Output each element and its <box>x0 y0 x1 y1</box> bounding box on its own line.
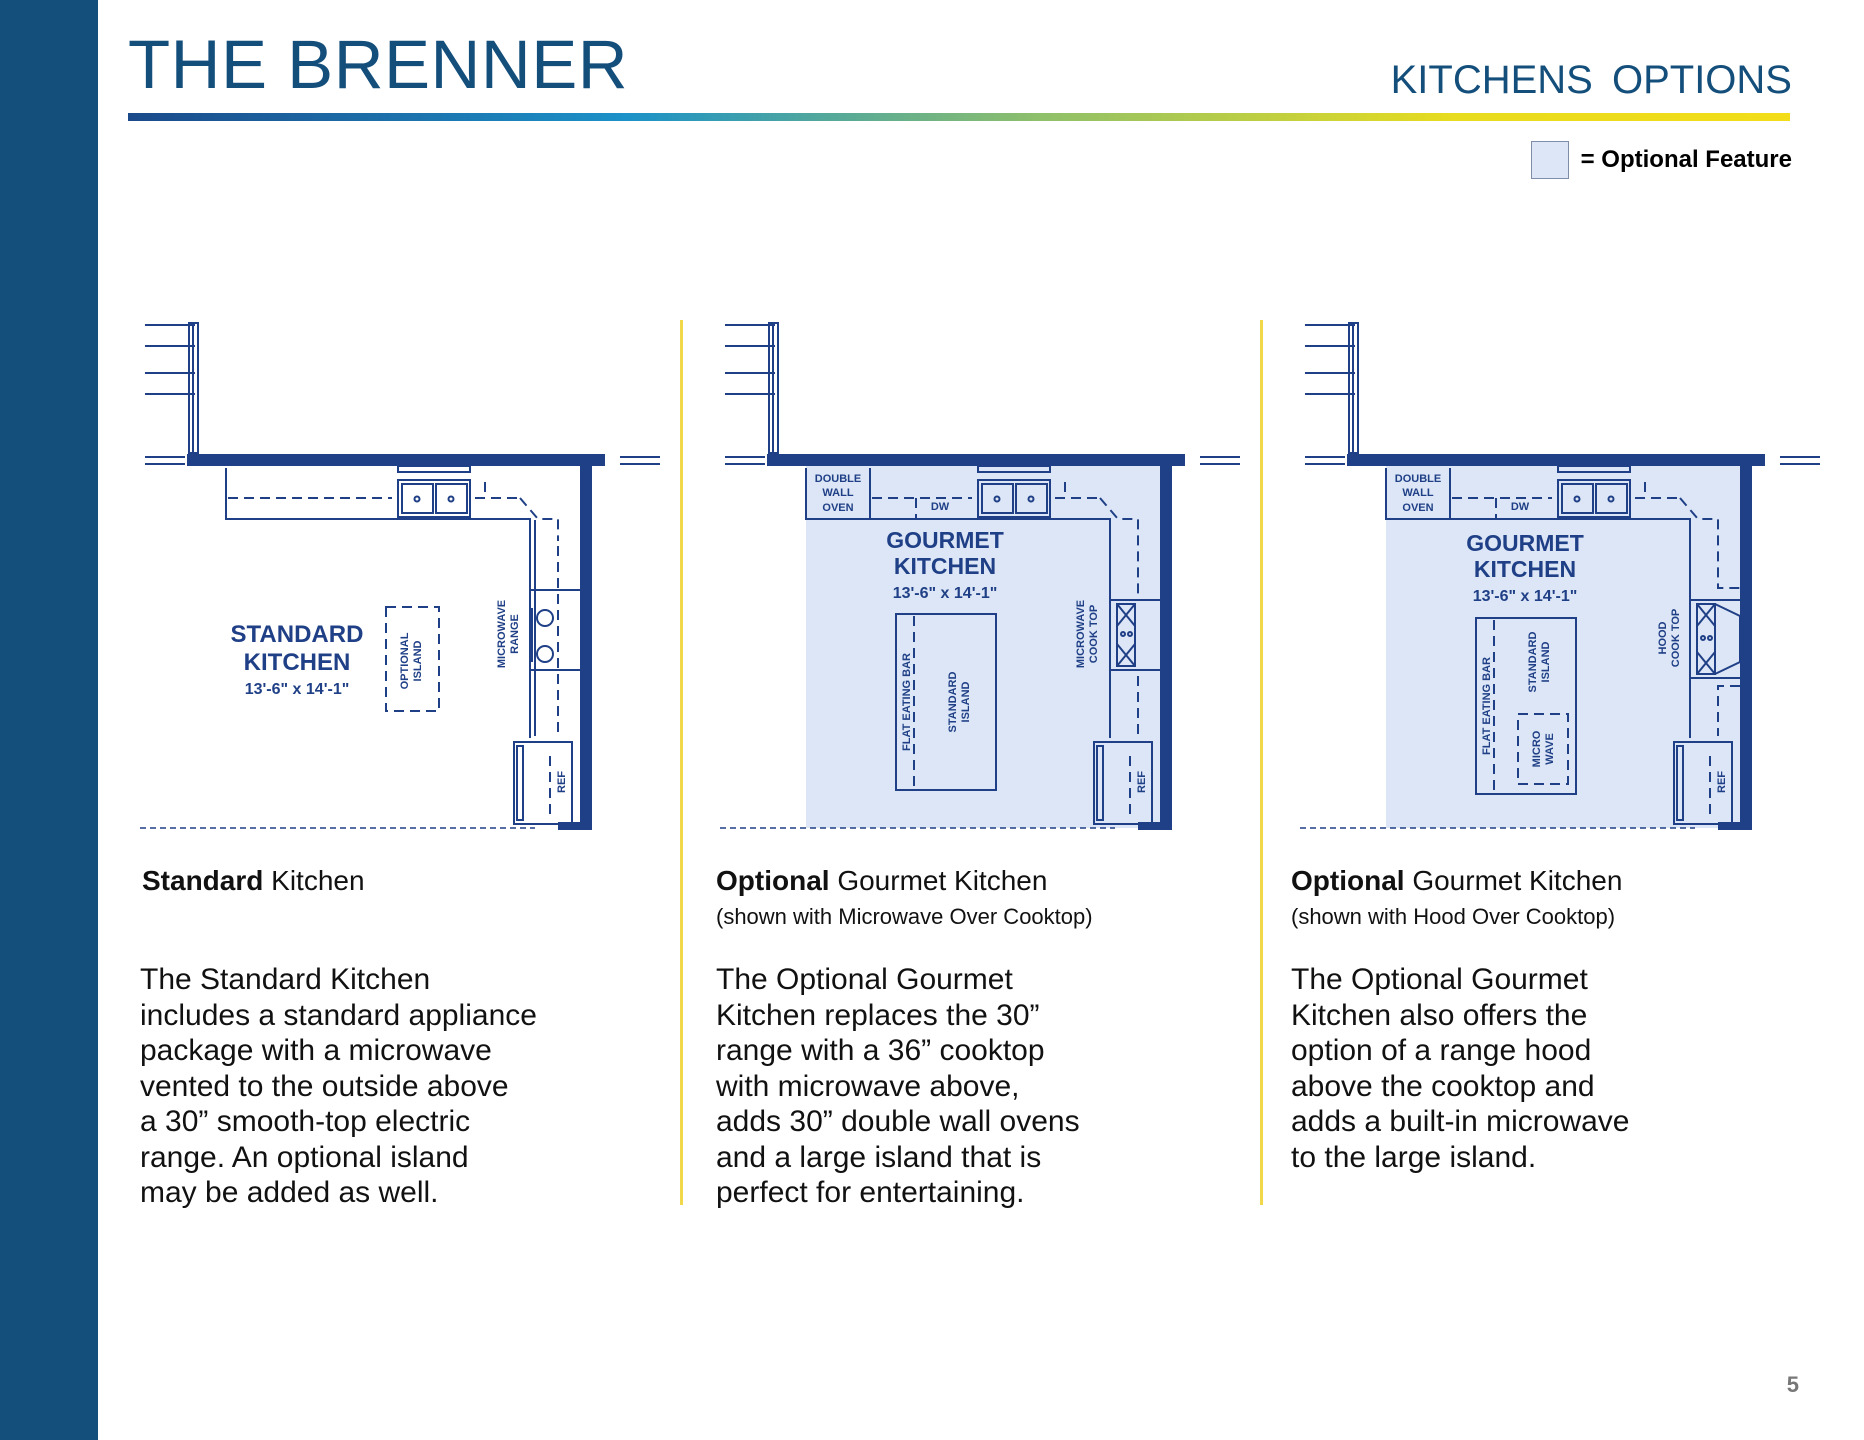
description-line: The Optional Gourmet <box>1291 963 1588 996</box>
microwave-label: WAVE <box>1544 733 1556 765</box>
ref-label: REF <box>1136 771 1148 793</box>
description-line: adds a built-in microwave <box>1291 1105 1630 1138</box>
oven-label: DOUBLE <box>814 473 862 485</box>
plan-dimensions: 13'-6" x 14'-1" <box>244 681 350 698</box>
plan-title-line2: KITCHEN <box>243 649 351 676</box>
oven-label: WALL <box>822 487 854 499</box>
panel-description <box>140 962 537 1211</box>
oven-label: OVEN <box>822 502 854 514</box>
description-line: to the large island. <box>1291 1140 1537 1174</box>
caption-bold: Optional <box>1291 865 1405 896</box>
plan-dimensions: 13'-6" x 14'-1" <box>1472 588 1578 605</box>
standard-kitchen-floorplan <box>140 316 680 846</box>
optional-swatch <box>1531 141 1569 179</box>
column-separator <box>680 320 683 1205</box>
plan-title-line1: GOURMET <box>886 527 1004 553</box>
island-label: ISLAND <box>960 681 972 723</box>
ref-label: REF <box>556 771 568 793</box>
panel-subcaption: (shown with Hood Over Cooktop) <box>1291 904 1616 929</box>
panel-caption <box>142 865 365 897</box>
gourmet-kitchen-hood-floorplan <box>1300 316 1840 846</box>
dw-label: DW <box>930 501 950 513</box>
description-line: with microwave above, <box>716 1069 1020 1103</box>
plan-title-line2: KITCHEN <box>893 553 997 579</box>
panel-subcaption: (shown with Microwave Over Cooktop) <box>716 904 1093 929</box>
panel-caption <box>716 865 1047 897</box>
description-line: vented to the outside above <box>140 1069 509 1103</box>
description-line: range. An optional island <box>140 1140 469 1174</box>
appliance-label: COOK TOP <box>1670 608 1682 668</box>
ref-label: REF <box>1716 771 1728 793</box>
oven-label: OVEN <box>1402 502 1434 514</box>
legend <box>1531 141 1792 179</box>
plan-title-line1: STANDARD <box>230 621 364 648</box>
description-line: The Standard Kitchen <box>140 963 431 996</box>
description-line: Kitchen also offers the <box>1291 998 1588 1032</box>
description-line: package with a microwave <box>140 1034 492 1067</box>
appliance-label: HOOD <box>1657 621 1669 655</box>
description-line: The Optional Gourmet <box>716 963 1013 996</box>
description-line: Kitchen replaces the 30” <box>716 998 1040 1032</box>
page-title: THE BRENNER <box>128 26 629 103</box>
description-line: range with a 36” cooktop <box>716 1034 1045 1067</box>
gourmet-kitchen-microwave-floorplan <box>720 316 1260 846</box>
dw-label: DW <box>1510 501 1530 513</box>
bar-label: FLAT EATING BAR <box>901 653 913 751</box>
island-label: STANDARD <box>947 671 959 733</box>
description-line: may be added as well. <box>140 1176 439 1209</box>
caption-bold: Optional <box>716 865 830 896</box>
bar-label: FLAT EATING BAR <box>1481 657 1493 755</box>
caption-rest: Gourmet Kitchen <box>1404 865 1623 896</box>
island-label: STANDARD <box>1527 631 1539 693</box>
description-line: includes a standard appliance <box>140 998 537 1032</box>
description-line: option of a range hood <box>1291 1034 1592 1067</box>
caption-rest: Kitchen <box>263 865 365 896</box>
description-line: above the cooktop and <box>1291 1069 1595 1103</box>
plan-title-line2: KITCHEN <box>1473 556 1577 582</box>
description-line: perfect for entertaining. <box>716 1176 1025 1209</box>
panel-caption <box>1291 865 1622 897</box>
island-label: OPTIONAL <box>399 632 411 690</box>
plan-title-line1: GOURMET <box>1466 530 1584 556</box>
caption-rest: Gourmet Kitchen <box>829 865 1048 896</box>
appliance-label: COOK TOP <box>1088 604 1100 664</box>
microwave-label: MICRO <box>1531 730 1543 768</box>
description-line: and a large island that is <box>716 1140 1042 1174</box>
panel-description <box>716 962 1080 1211</box>
column-separator <box>1260 320 1263 1205</box>
island-label: ISLAND <box>1540 641 1552 683</box>
appliance-label: MICROWAVE <box>496 599 508 669</box>
sidebar-band <box>0 0 98 1440</box>
oven-label: DOUBLE <box>1394 473 1442 485</box>
caption-bold: Standard <box>142 865 264 896</box>
description-line: a 30” smooth-top electric <box>140 1105 471 1138</box>
plan-dimensions: 13'-6" x 14'-1" <box>892 585 998 602</box>
panel-description <box>1291 962 1629 1175</box>
description-line: adds 30” double wall ovens <box>716 1105 1080 1138</box>
oven-label: WALL <box>1402 487 1434 499</box>
page-number: 5 <box>1786 1372 1799 1397</box>
appliance-label: MICROWAVE <box>1075 599 1087 669</box>
legend-label: = Optional Feature <box>1580 146 1792 173</box>
gradient-rule <box>128 113 1790 121</box>
appliance-label: RANGE <box>509 614 521 654</box>
section-title: KITCHENS OPTIONS <box>1390 58 1792 102</box>
island-label: ISLAND <box>412 640 424 682</box>
